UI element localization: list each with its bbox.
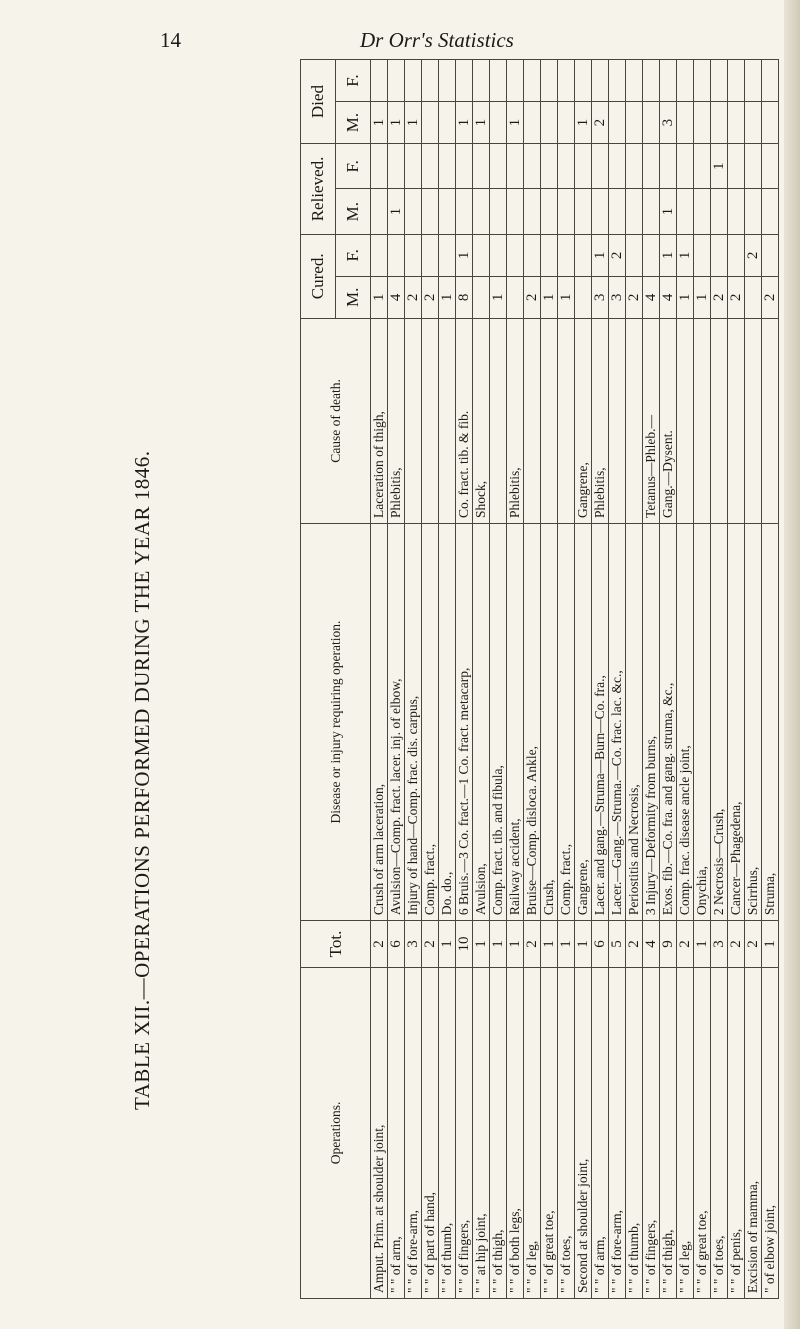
total-cell: 1 [507,921,524,968]
cured-female-cell [422,234,439,276]
cured-female-cell: 1 [660,234,677,276]
cause-cell [541,318,558,523]
cause-cell: Phlebitis, [388,318,405,523]
disease-cell: Cancer—Phagedena, [728,523,745,920]
table-row [507,60,524,1299]
total-cell: 6 [388,921,405,968]
relieved-male-cell [728,189,745,234]
operation-cell: " " of thigh, [660,967,677,1298]
cured-male-cell: 2 [711,276,728,318]
cured-female-cell [507,234,524,276]
died-male-cell [626,102,643,144]
relieved-female-cell [626,144,643,189]
relieved-male-cell [677,189,694,234]
cause-cell: Tetanus—Phleb.— [643,318,660,523]
relieved-female-cell [371,144,388,189]
disease-cell: Struma, [762,523,779,920]
died-female-cell [711,60,728,102]
operation-cell: " " of leg, [677,967,694,1298]
header-cured-f: F. [336,234,371,276]
died-male-cell [728,102,745,144]
total-cell: 5 [609,921,626,968]
cause-cell: Laceration of thigh, [371,318,388,523]
died-female-cell [745,60,762,102]
cause-cell [677,318,694,523]
relieved-male-cell [524,189,541,234]
running-head [360,28,514,58]
died-female-cell [524,60,541,102]
cured-male-cell [473,276,490,318]
header-relieved-m: M. [336,189,371,234]
relieved-female-cell [507,144,524,189]
cured-male-cell: 4 [660,276,677,318]
cause-cell [558,318,575,523]
relieved-female-cell [558,144,575,189]
table-row [643,60,660,1299]
disease-cell: Avulsion, [473,523,490,920]
relieved-female-cell [490,144,507,189]
total-cell: 1 [694,921,711,968]
relieved-male-cell [643,189,660,234]
cured-male-cell: 2 [626,276,643,318]
table-row [660,60,677,1299]
died-male-cell [558,102,575,144]
disease-cell: Crush of arm laceration, [371,523,388,920]
table-row [371,60,388,1299]
cause-cell [524,318,541,523]
operation-cell: " " of great toe, [541,967,558,1298]
cured-female-cell: 1 [592,234,609,276]
died-male-cell: 1 [473,102,490,144]
total-cell: 2 [626,921,643,968]
operation-cell: " " of thumb, [439,967,456,1298]
cured-female-cell [388,234,405,276]
died-female-cell [405,60,422,102]
total-cell: 1 [762,921,779,968]
relieved-female-cell [677,144,694,189]
total-cell: 2 [422,921,439,968]
relieved-male-cell [422,189,439,234]
relieved-female-cell [388,144,405,189]
died-male-cell: 2 [592,102,609,144]
cause-cell [422,318,439,523]
cured-female-cell [694,234,711,276]
died-male-cell: 1 [575,102,592,144]
operation-cell: " " at hip joint, [473,967,490,1298]
disease-cell: Onychia, [694,523,711,920]
died-female-cell [762,60,779,102]
cured-female-cell [711,234,728,276]
operation-cell: " " of fingers, [456,967,473,1298]
died-female-cell [626,60,643,102]
cured-female-cell [473,234,490,276]
table-row [677,60,694,1299]
cured-female-cell [762,234,779,276]
operation-cell: Excision of mamma, [745,967,762,1298]
relieved-male-cell [507,189,524,234]
died-female-cell [575,60,592,102]
relieved-male-cell [439,189,456,234]
operation-cell: " " of fore-arm, [405,967,422,1298]
relieved-female-cell [643,144,660,189]
operation-cell: Second at shoulder joint, [575,967,592,1298]
relieved-male-cell: 1 [660,189,677,234]
table-row [762,60,779,1299]
died-male-cell [643,102,660,144]
disease-cell: Comp. fract., [558,523,575,920]
cured-female-cell: 1 [677,234,694,276]
operation-cell: " " of fingers, [643,967,660,1298]
total-cell: 1 [473,921,490,968]
table-row [728,60,745,1299]
operation-cell: " " of thigh, [490,967,507,1298]
operation-cell: " " of thumb, [626,967,643,1298]
operation-cell: " " of fore-arm, [609,967,626,1298]
cured-male-cell: 1 [541,276,558,318]
died-female-cell [422,60,439,102]
died-female-cell [507,60,524,102]
died-male-cell: 1 [456,102,473,144]
relieved-female-cell [609,144,626,189]
operation-cell: " " of toes, [558,967,575,1298]
died-male-cell [524,102,541,144]
header-died-m: M. [336,102,371,144]
cured-male-cell [507,276,524,318]
total-cell: 10 [456,921,473,968]
cause-cell [728,318,745,523]
disease-cell: Periostitis and Necrosis, [626,523,643,920]
table-row [473,60,490,1299]
operation-cell: " " of both legs, [507,967,524,1298]
relieved-male-cell [371,189,388,234]
total-cell: 3 [711,921,728,968]
table-row [592,60,609,1299]
cause-cell [762,318,779,523]
total-cell: 1 [541,921,558,968]
table-row [422,60,439,1299]
operation-cell: " " of leg, [524,967,541,1298]
relieved-female-cell [405,144,422,189]
relieved-female-cell [575,144,592,189]
relieved-male-cell [626,189,643,234]
relieved-female-cell [456,144,473,189]
died-male-cell [422,102,439,144]
died-female-cell [490,60,507,102]
disease-cell: Railway accident, [507,523,524,920]
died-male-cell: 3 [660,102,677,144]
cured-male-cell: 8 [456,276,473,318]
relieved-female-cell [660,144,677,189]
relieved-female-cell [728,144,745,189]
table-row [745,60,762,1299]
cured-male-cell: 1 [490,276,507,318]
died-female-cell [592,60,609,102]
died-male-cell: 1 [371,102,388,144]
disease-cell: 3 Injury—Deformity from burns, [643,523,660,920]
died-female-cell [728,60,745,102]
header-relieved: Relieved. [301,144,336,235]
cause-cell [609,318,626,523]
cured-male-cell: 4 [643,276,660,318]
died-female-cell [609,60,626,102]
cured-male-cell: 2 [524,276,541,318]
relieved-male-cell [558,189,575,234]
disease-cell: Lacer.—Gang.—Struma.—Co. frac. lac. &c., [609,523,626,920]
statistics-table [300,59,800,1299]
total-cell: 9 [660,921,677,968]
disease-cell: Injury of hand—Comp. frac. dis. carpus, [405,523,422,920]
disease-cell: Comp. fract. tib. and fibula, [490,523,507,920]
cured-female-cell [643,234,660,276]
died-male-cell: 1 [388,102,405,144]
relieved-female-cell: 1 [711,144,728,189]
total-cell: 4 [643,921,660,968]
header-cause: Cause of death. [301,318,371,523]
died-female-cell [660,60,677,102]
cured-male-cell: 2 [762,276,779,318]
total-cell: 1 [558,921,575,968]
died-male-cell [541,102,558,144]
died-male-cell [490,102,507,144]
table-body [371,60,779,1299]
header-disease: Disease or injury requiring operation. [301,523,371,920]
cured-female-cell: 2 [745,234,762,276]
operation-cell: " " of arm, [592,967,609,1298]
cause-cell [405,318,422,523]
cured-male-cell [745,276,762,318]
total-cell: 2 [728,921,745,968]
cured-female-cell [728,234,745,276]
relieved-male-cell [745,189,762,234]
disease-cell: Gangrene, [575,523,592,920]
total-cell: 6 [592,921,609,968]
table-row [694,60,711,1299]
table-row [575,60,592,1299]
died-male-cell [711,102,728,144]
relieved-male-cell [609,189,626,234]
relieved-male-cell [711,189,728,234]
cause-cell [439,318,456,523]
died-female-cell [473,60,490,102]
table-row [626,60,643,1299]
disease-cell: Crush, [541,523,558,920]
died-male-cell [745,102,762,144]
table-row [711,60,728,1299]
relieved-female-cell [592,144,609,189]
died-female-cell [439,60,456,102]
relieved-male-cell [490,189,507,234]
operation-cell: " " of toes, [711,967,728,1298]
cured-female-cell [524,234,541,276]
total-cell: 3 [405,921,422,968]
cured-female-cell [626,234,643,276]
cured-male-cell: 3 [592,276,609,318]
cured-male-cell: 1 [677,276,694,318]
cause-cell: Gang.—Dysent. [660,318,677,523]
cured-male-cell: 1 [558,276,575,318]
table-row [558,60,575,1299]
table-row [524,60,541,1299]
relieved-male-cell [575,189,592,234]
cured-male-cell: 4 [388,276,405,318]
table-row [541,60,558,1299]
cured-female-cell [575,234,592,276]
relieved-male-cell [456,189,473,234]
cause-cell: Co. fract. tib. & fib. [456,318,473,523]
died-male-cell [609,102,626,144]
cause-cell: Phlebitis, [507,318,524,523]
disease-cell: Avulsion—Comp. fract. lacer. inj. of elbow, [388,523,405,920]
relieved-female-cell [694,144,711,189]
disease-cell: Do. do., [439,523,456,920]
cured-male-cell: 2 [422,276,439,318]
cause-cell [745,318,762,523]
cured-male-cell: 2 [405,276,422,318]
cause-cell: Gangrene, [575,318,592,523]
relieved-female-cell [524,144,541,189]
disease-cell: 6 Bruis.—3 Co. fract.—1 Co. fract. metacarp, [456,523,473,920]
cured-male-cell: 1 [694,276,711,318]
cured-male-cell [575,276,592,318]
header-cured: Cured. [301,234,336,318]
header-died-f: F. [336,60,371,102]
total-cell: 1 [490,921,507,968]
relieved-female-cell [745,144,762,189]
total-cell: 2 [524,921,541,968]
table-row [439,60,456,1299]
cured-female-cell [541,234,558,276]
page-edge [784,0,800,1329]
relieved-male-cell [473,189,490,234]
operation-cell: " " of penis, [728,967,745,1298]
total-cell: 1 [575,921,592,968]
died-female-cell [456,60,473,102]
table-row [609,60,626,1299]
relieved-male-cell [405,189,422,234]
died-male-cell: 1 [507,102,524,144]
disease-cell: Scirrhus, [745,523,762,920]
total-cell: 1 [439,921,456,968]
total-cell: 2 [371,921,388,968]
died-male-cell [439,102,456,144]
operation-cell: Amput. Prim. at shoulder joint, [371,967,388,1298]
relieved-male-cell: 1 [388,189,405,234]
relieved-male-cell [541,189,558,234]
cured-female-cell [405,234,422,276]
disease-cell: Bruise—Comp. disloca. Ankle, [524,523,541,920]
table-title: TABLE XII.—OPERATIONS PERFORMED DURING THE YEAR 1846. [130,450,154,1110]
header-died: Died [301,60,336,144]
cured-male-cell: 1 [371,276,388,318]
cause-cell: Shock, [473,318,490,523]
cured-male-cell: 1 [439,276,456,318]
cause-cell [490,318,507,523]
relieved-female-cell [762,144,779,189]
operation-cell: " of elbow joint, [762,967,779,1298]
disease-cell: Lacer. and gang.—Struma—Burn—Co. fra., [592,523,609,920]
died-female-cell [643,60,660,102]
header-row-group [301,60,336,1299]
relieved-male-cell [592,189,609,234]
header-cured-m: M. [336,276,371,318]
died-female-cell [541,60,558,102]
cured-female-cell: 2 [609,234,626,276]
table-row [388,60,405,1299]
cause-cell [694,318,711,523]
running-head-text: Dr Orr's Statistics [360,28,514,52]
header-relieved-f: F. [336,144,371,189]
header-total: Tot. [301,921,371,968]
relieved-female-cell [439,144,456,189]
died-female-cell [694,60,711,102]
relieved-male-cell [694,189,711,234]
cause-cell: Phlebitis, [592,318,609,523]
died-male-cell [694,102,711,144]
disease-cell: Comp. fract., [422,523,439,920]
cured-female-cell [490,234,507,276]
died-female-cell [371,60,388,102]
table-row [456,60,473,1299]
table-row [405,60,422,1299]
cured-male-cell: 2 [728,276,745,318]
total-cell: 2 [677,921,694,968]
cured-female-cell [439,234,456,276]
relieved-female-cell [473,144,490,189]
relieved-female-cell [422,144,439,189]
disease-cell: 2 Necrosis—Crush, [711,523,728,920]
operation-cell: " " of part of hand, [422,967,439,1298]
cured-female-cell: 1 [456,234,473,276]
relieved-female-cell [541,144,558,189]
total-cell: 2 [745,921,762,968]
cause-cell [711,318,728,523]
died-male-cell [677,102,694,144]
died-female-cell [677,60,694,102]
operation-cell: " " of great toe, [694,967,711,1298]
table-row [490,60,507,1299]
cause-cell [626,318,643,523]
page-number: 14 [160,28,181,52]
cured-male-cell: 3 [609,276,626,318]
operation-cell: " " of arm, [388,967,405,1298]
died-female-cell [388,60,405,102]
header-operations: Operations. [301,967,371,1298]
died-male-cell: 1 [405,102,422,144]
disease-cell: Exos. fib.—Co. fra. and gang. struma, &c., [660,523,677,920]
died-male-cell [762,102,779,144]
died-female-cell [558,60,575,102]
relieved-male-cell [762,189,779,234]
cured-female-cell [558,234,575,276]
disease-cell: Comp. frac. disease ancle joint, [677,523,694,920]
cured-female-cell [371,234,388,276]
